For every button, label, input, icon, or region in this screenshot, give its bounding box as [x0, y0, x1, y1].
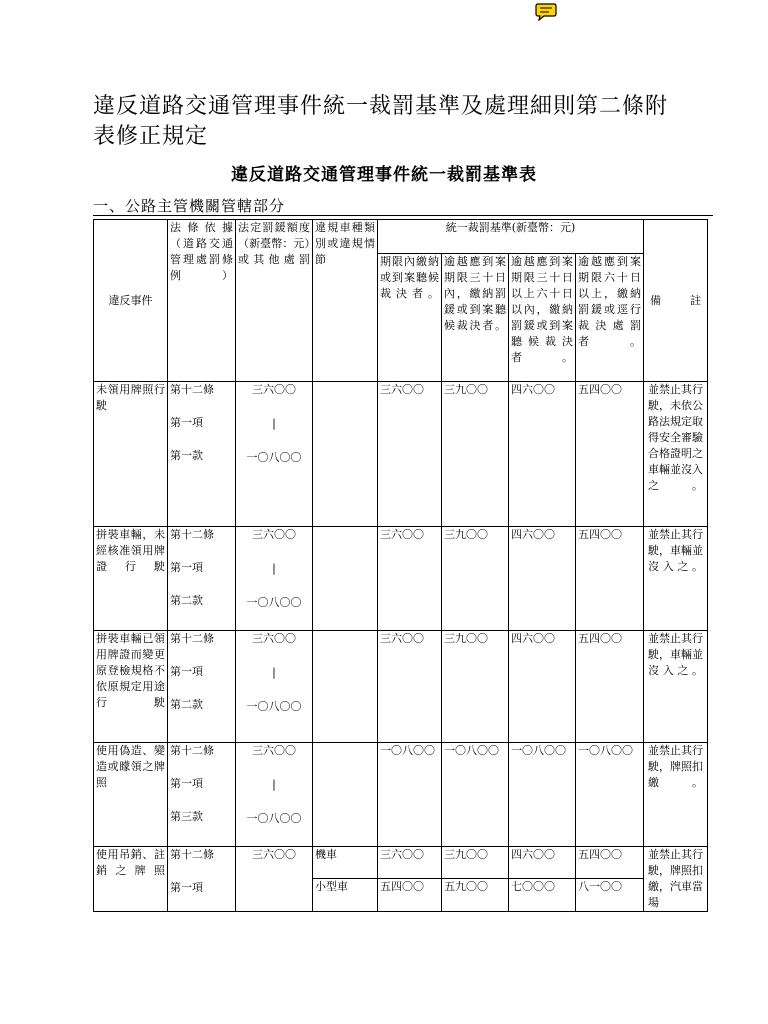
- amount-period-2: 五九〇〇: [442, 879, 509, 912]
- header-vehicle-type: 違規車種類別或違規情節: [313, 220, 378, 382]
- amount-period-2: 一〇八〇〇: [442, 743, 509, 847]
- header-period-3: 逾越應到案期限三十日以上六十日以內，繳納罰鍰或到案聽候裁決者。: [509, 254, 576, 382]
- law-clause: 第二款: [170, 698, 203, 711]
- header-fine-range: 法定罰鍰額度（新臺幣：元）或其他處罰: [236, 220, 313, 382]
- amount-period-2: 三九〇〇: [442, 382, 509, 527]
- amount-period-2: 三九〇〇: [442, 631, 509, 743]
- row-vehicle: 小型車: [313, 879, 378, 912]
- amount-period-4: 五四〇〇: [576, 847, 644, 879]
- fine-min: 三六〇〇: [252, 744, 296, 757]
- amount-period-3: 七〇〇〇: [509, 879, 576, 912]
- table-row: [94, 631, 708, 743]
- header-law-basis: 法條依據（道路交通管理處罰條例）: [168, 220, 236, 382]
- law-item: 第一項: [170, 777, 203, 790]
- row-law: [168, 847, 236, 912]
- table-row: [94, 382, 708, 527]
- row-fine-range: [236, 527, 313, 631]
- fine-max: 一〇八〇〇: [246, 700, 302, 713]
- law-article: 第十二條: [170, 632, 214, 645]
- row-violation: 拼裝車輛，未經核准領用牌證行駛: [94, 527, 168, 631]
- row-law: [168, 527, 236, 631]
- law-item: 第一項: [170, 416, 203, 429]
- row-vehicle: [313, 631, 378, 743]
- fine-max: 一〇八〇〇: [246, 812, 302, 825]
- row-vehicle: 機車: [313, 847, 378, 879]
- row-fine-range: [236, 382, 313, 527]
- section-title: 一、公路主管機關管轄部分: [93, 197, 286, 215]
- table-row: [94, 743, 708, 847]
- document-title: 違反道路交通管理事件統一裁罰基準及處理細則第二條附表修正規定: [93, 94, 669, 149]
- law-item: 第一項: [170, 881, 203, 894]
- row-vehicle: [313, 527, 378, 631]
- amount-period-3: 四六〇〇: [509, 847, 576, 879]
- amount-period-1: 三六〇〇: [378, 527, 442, 631]
- law-item: 第一項: [170, 665, 203, 678]
- row-note: 並禁止其行駛，牌照扣繳，汽車當場: [644, 847, 708, 912]
- amount-period-1: 三六〇〇: [378, 631, 442, 743]
- amount-period-3: 四六〇〇: [509, 631, 576, 743]
- fine-max: 一〇八〇〇: [246, 596, 302, 609]
- law-article: 第十二條: [170, 848, 214, 861]
- row-vehicle: [313, 382, 378, 527]
- row-note: 並禁止其行駛，牌照扣繳。: [644, 743, 708, 847]
- comment-icon[interactable]: [535, 3, 557, 21]
- amount-period-4: 五四〇〇: [576, 382, 644, 527]
- fine-dash: |: [272, 417, 276, 430]
- row-vehicle: [313, 743, 378, 847]
- amount-period-1: 五四〇〇: [378, 879, 442, 912]
- fine-min: 三六〇〇: [252, 848, 296, 861]
- amount-period-4: 五四〇〇: [576, 527, 644, 631]
- law-article: 第十二條: [170, 528, 214, 541]
- fine-min: 三六〇〇: [252, 528, 296, 541]
- amount-period-4: 一〇八〇〇: [576, 743, 644, 847]
- row-note: 並禁止其行駛，車輛並沒入之。: [644, 527, 708, 631]
- amount-period-3: 四六〇〇: [509, 382, 576, 527]
- fine-min: 三六〇〇: [252, 632, 296, 645]
- header-violation: 違反事件: [94, 220, 168, 382]
- row-law: [168, 382, 236, 527]
- fine-dash: |: [272, 666, 276, 679]
- amount-period-4: 八一〇〇: [576, 879, 644, 912]
- fine-max: 一〇八〇〇: [246, 451, 302, 464]
- amount-period-3: 四六〇〇: [509, 527, 576, 631]
- amount-period-1: 一〇八〇〇: [378, 743, 442, 847]
- row-violation: 拼裝車輛已領用牌證而變更原登檢規格不依原規定用途行駛: [94, 631, 168, 743]
- header-note: 備 註: [644, 220, 708, 382]
- row-violation: 使用偽造、變造或矇領之牌照: [94, 743, 168, 847]
- row-fine-range: [236, 847, 313, 912]
- fine-min: 三六〇〇: [252, 383, 296, 396]
- amount-period-1: 三六〇〇: [378, 382, 442, 527]
- law-clause: 第三款: [170, 810, 203, 823]
- header-row-1: [94, 220, 708, 254]
- amount-period-2: 三九〇〇: [442, 527, 509, 631]
- row-note: 並禁止其行駛，車輛並沒入之。: [644, 631, 708, 743]
- law-article: 第十二條: [170, 383, 214, 396]
- table-row: [94, 527, 708, 631]
- amount-period-2: 三九〇〇: [442, 847, 509, 879]
- row-law: [168, 631, 236, 743]
- table-row: [94, 847, 708, 879]
- table-title: 違反道路交通管理事件統一裁罰基準表: [231, 165, 537, 185]
- law-article: 第十二條: [170, 744, 214, 757]
- header-period-1: 期限內繳納或到案聽候裁決者。: [378, 254, 442, 382]
- law-clause: 第一款: [170, 449, 203, 462]
- header-standard: 統一裁罰基準(新臺幣：元): [378, 220, 644, 254]
- row-violation: 使用吊銷、註銷之牌照: [94, 847, 168, 912]
- row-note: 並禁止其行駛，未依公路法規定取得安全審驗合格證明之車輛並沒入之。: [644, 382, 708, 527]
- row-fine-range: [236, 631, 313, 743]
- amount-period-1: 三六〇〇: [378, 847, 442, 879]
- fine-dash: |: [272, 562, 276, 575]
- penalty-table: [93, 219, 708, 912]
- row-violation: 未領用牌照行駛: [94, 382, 168, 527]
- fine-dash: |: [272, 778, 276, 791]
- header-period-2: 逾越應到案期限三十日內，繳納罰鍰或到案聽候裁決者。: [442, 254, 509, 382]
- amount-period-4: 五四〇〇: [576, 631, 644, 743]
- law-item: 第一項: [170, 561, 203, 574]
- row-fine-range: [236, 743, 313, 847]
- header-period-4: 逾越應到案期限六十日以上，繳納罰鍰或逕行裁決處罰者。: [576, 254, 644, 382]
- table-top-rule: [93, 215, 713, 216]
- amount-period-3: 一〇八〇〇: [509, 743, 576, 847]
- row-law: [168, 743, 236, 847]
- law-clause: 第二款: [170, 594, 203, 607]
